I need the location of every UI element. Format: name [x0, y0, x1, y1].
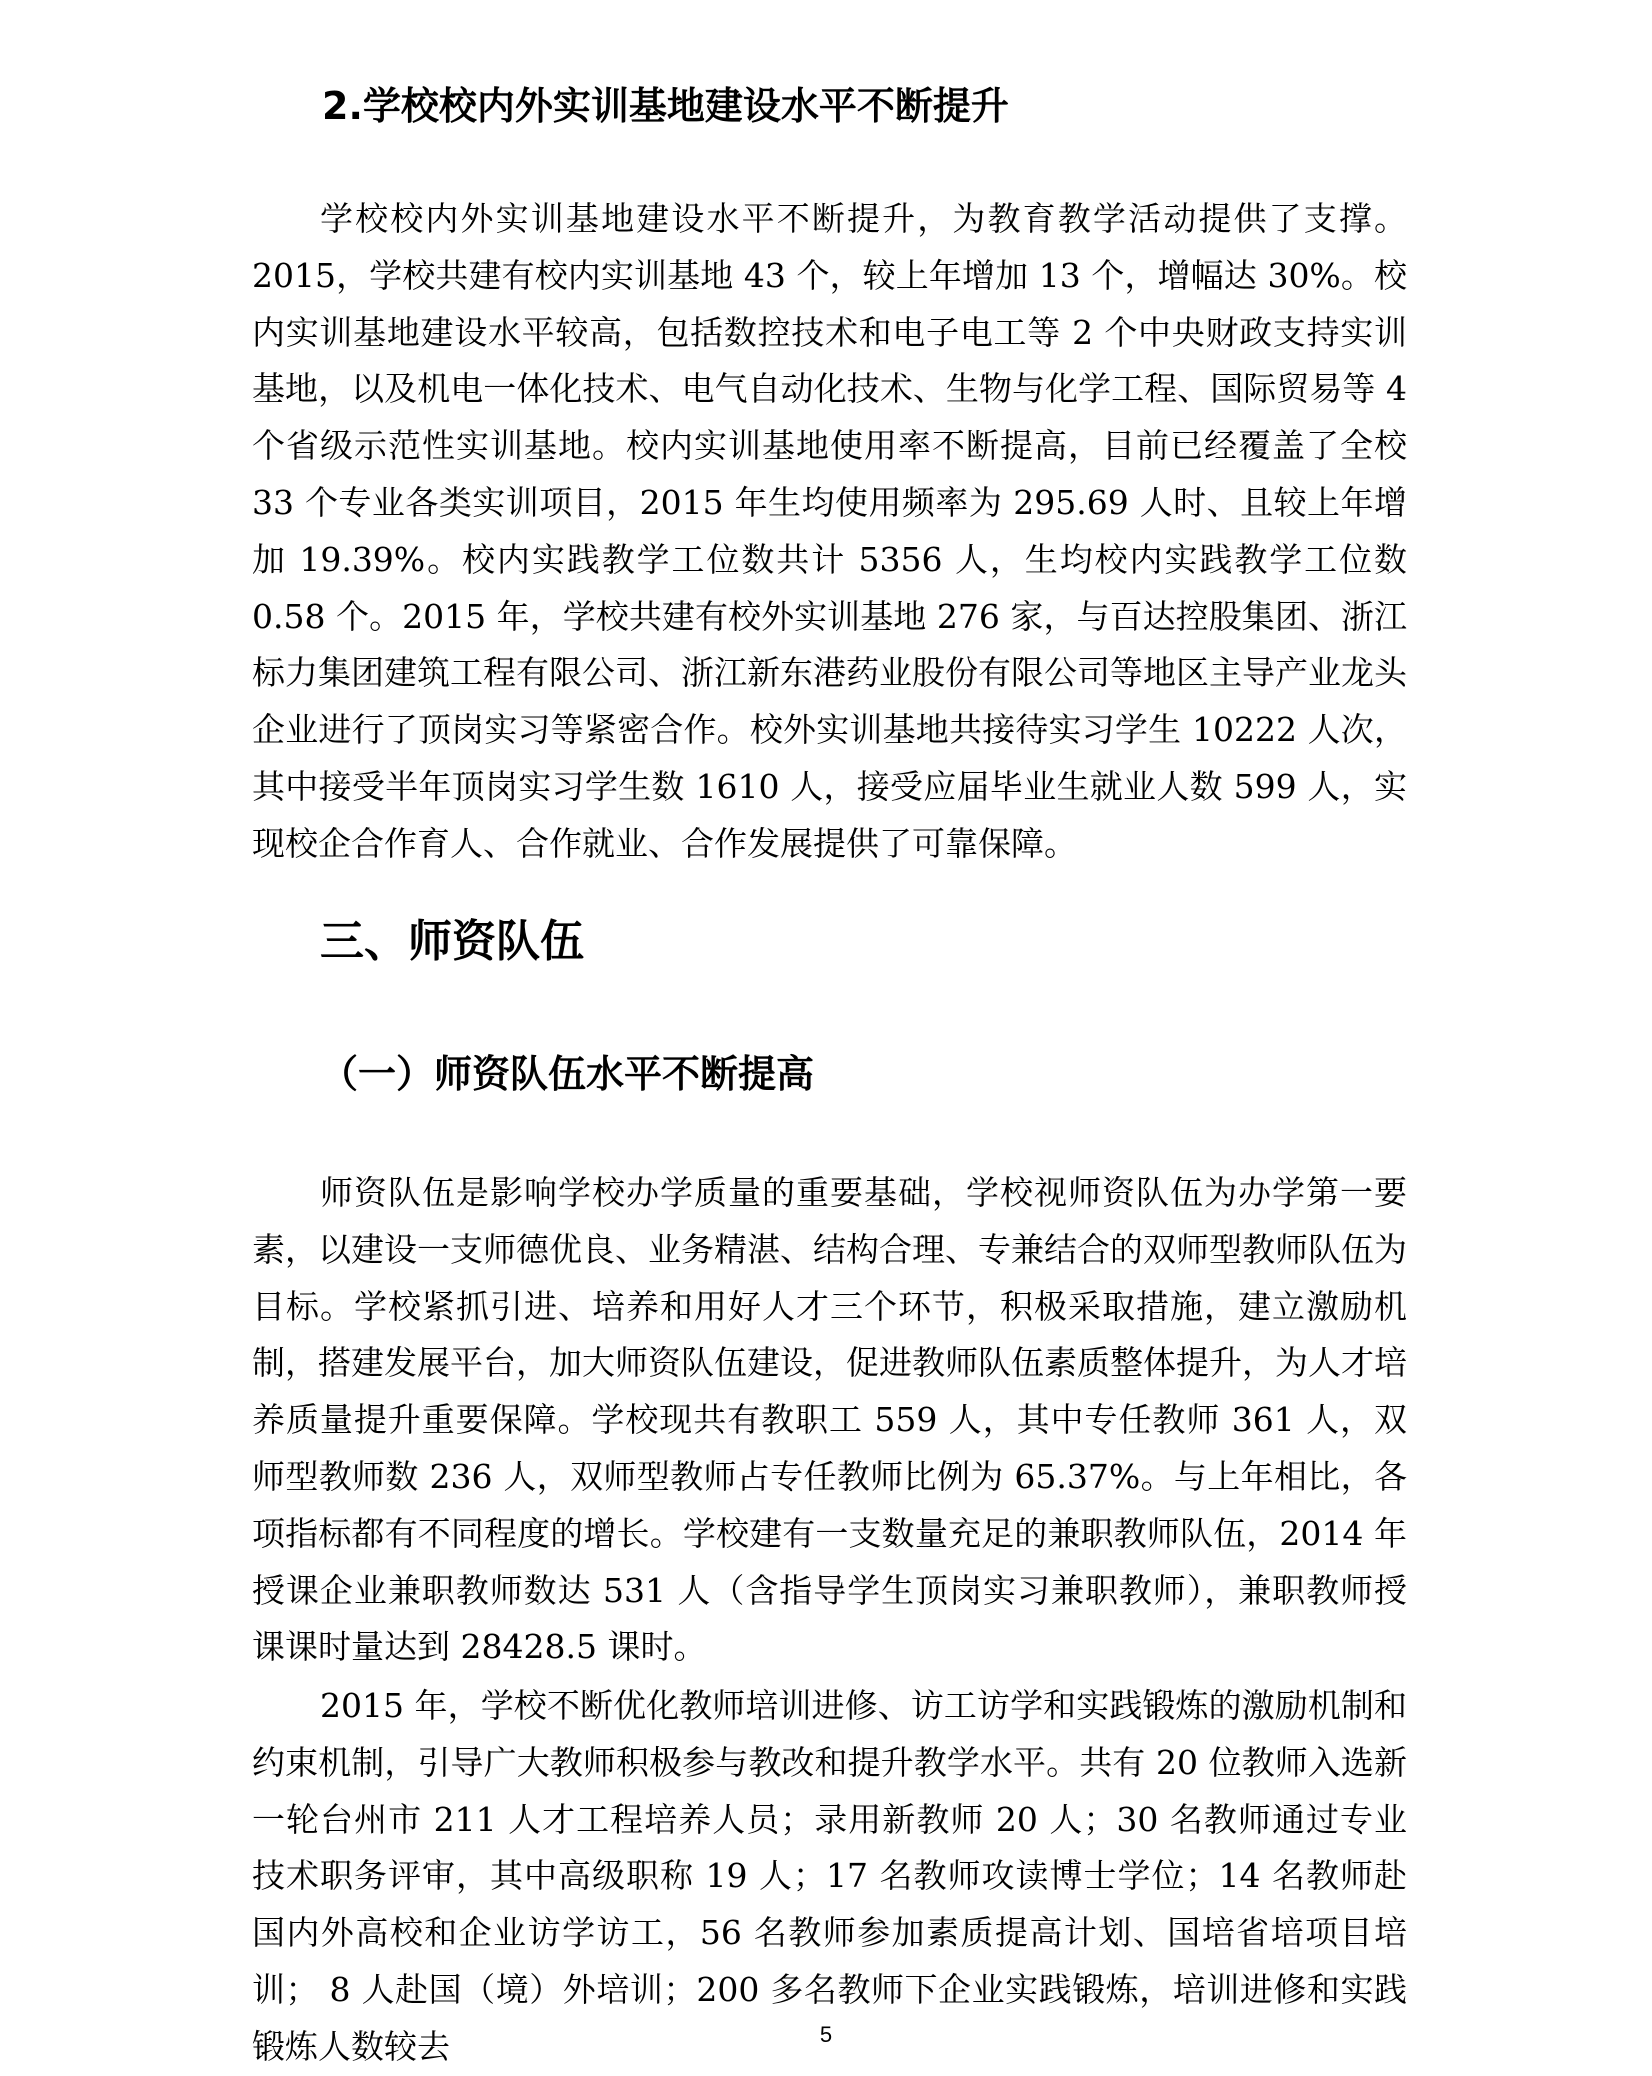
paragraph-faculty-training: 2015 年，学校不断优化教师培训进修、访工访学和实践锻炼的激励机制和约束机制，引导广大教师积极参与教改和提升教学水平。共有 20 位教师入选新一轮台州市 211 人才工程培养人员；录用新教师 20 人；30 名教师通过专业技术职务评审，其中高级职称 19 人；17 名教师攻读博士学位；14 名教师赴国内外高校和企业访学访工，56 名教师参加素质提高计划、国培省培项目培训； 8 人赴国（境）外培训；200 多名教师下企业实践锻炼，培训进修和实践锻炼人数较去 [252, 1686, 1407, 2066]
document-page [252, 0, 1407, 2075]
page-number: 5 [819, 2022, 833, 2047]
paragraph-faculty-overview: 师资队伍是影响学校办学质量的重要基础，学校视师资队伍为办学第一要素，以建设一支师德优良、业务精湛、结构合理、专兼结合的双师型教师队伍为目标。学校紧抓引进、培养和用好人才三个环节，积极采取措施，建立激励机制，搭建发展平台，加大师资队伍建设，促进教师队伍素质整体提升，为人才培养质量提升重要保障。学校现共有教职工 559 人，其中专任教师 361 人，双师型教师数 236 人，双师型教师占专任教师比例为 65.37%。与上年相比，各项指标都有不同程度的增长。学校建有一支数量充足的兼职教师队伍，2014 年授课企业兼职教师数达 531 人（含指导学生顶岗实习兼职教师），兼职教师授课课时量达到 28428.5 课时。 [252, 1173, 1407, 1667]
section-heading-faculty: 三、师资队伍 [320, 916, 584, 967]
subsection-heading-faculty-level: （一）师资队伍水平不断提高 [320, 1052, 815, 1096]
paragraph-training-bases: 学校校内外实训基地建设水平不断提升，为教育教学活动提供了支撑。2015，学校共建有校内实训基地 43 个，较上年增加 13 个，增幅达 30%。校内实训基地建设水平较高，包括数控技术和电子电工等 2 个中央财政支持实训基地，以及机电一体化技术、电气自动化技术、生物与化学工程、国际贸易等 4 个省级示范性实训基地。校内实训基地使用率不断提高，目前已经覆盖了全校 33 个专业各类实训项目，2015 年生均使用频率为 295.69 人时、且较上年增加 19.39%。校内实践教学工位数共计 5356 人，生均校内实践教学工位数 0.58 个。2015 年，学校共建有校外实训基地 276 家，与百达控股集团、浙江标力集团建筑工程有限公司、浙江新东港药业股份有限公司等地区主导产业龙头企业进行了顶岗实习等紧密合作。校外实训基地共接待实习学生 10222 人次，其中接受半年顶岗实习学生数 1610 人，接受应届毕业生就业人数 599 人，实现校企合作育人、合作就业、合作发展提供了可靠保障。 [252, 199, 1407, 863]
subsection-heading-training-bases: 2.学校校内外实训基地建设水平不断提升 [322, 84, 1009, 128]
